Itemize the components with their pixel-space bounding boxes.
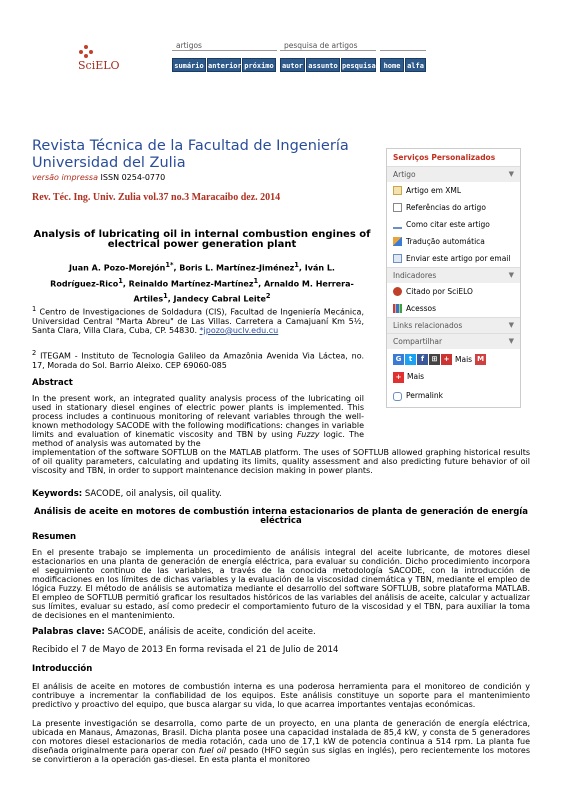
share-generic-icon[interactable]: ⊞ — [429, 354, 440, 365]
author-email-link[interactable]: *jpozo@uclv.edu.cu — [199, 325, 279, 335]
scielo-icon — [393, 287, 402, 296]
article-title: Analysis of lubricating oil in internal combustion engines of electrical power generation plant — [33, 229, 371, 250]
nav-divider — [280, 50, 376, 51]
google-share-icon[interactable]: G — [393, 354, 404, 365]
nav-label-pesquisa: pesquisa de artigos — [284, 41, 358, 50]
spanish-title: Análisis de aceite en motores de combustión interna estacionarios de planta de generación de energía eléctrica — [34, 507, 528, 526]
link-icon — [393, 392, 402, 401]
abstract-text-part2: implementation of the software SOFTLUB on the MATLAB platform. The uses of SOFTLUB allowed graphing historical results of oil quality parameters, calculating and updating its limits, quality assessment and also predicting future behavior of oil viscosity and TBN, in order to support maintenance decision making in power plants. — [32, 448, 530, 475]
sidebar-section-artigo[interactable]: Artigo ▼ — [387, 166, 520, 182]
nav-button-proximo[interactable]: próximo — [242, 58, 276, 72]
nav-button-alfa[interactable]: alfa — [405, 58, 426, 72]
affiliation-1: $^1$ Centro de Investigaciones de Soldadura (CIS), Facultad de Ingeniería Mecánica, Universidad Central "Marta Abreu" de Las Villas. Carretera a Camajuaní Km 5½, Santa Clara, Villa Clara, Cuba, CP. 54830. *jpozo@uclv.edu.cu — [32, 305, 365, 335]
quote-icon — [393, 220, 402, 229]
xml-icon — [393, 186, 402, 195]
keywords: Keywords: SACODE, oil analysis, oil quality. — [32, 489, 222, 499]
sidebar-item-references[interactable]: Referências do artigo — [387, 199, 520, 216]
sidebar-item-email[interactable]: Enviar este artigo por email — [387, 250, 520, 267]
envelope-icon — [393, 254, 402, 263]
sidebar-item-xml[interactable]: Artigo em XML — [387, 182, 520, 199]
introduccion-heading: Introducción — [32, 664, 93, 674]
nav-button-autor[interactable]: autor — [280, 58, 305, 72]
nav-button-assunto[interactable]: assunto — [306, 58, 340, 72]
nav-divider — [172, 50, 277, 51]
sidebar-section-indicadores[interactable]: Indicadores ▼ — [387, 267, 520, 283]
abstract-text-part1: In the present work, an integrated quality analysis process of the lubricating oil used in stationary diesel engines of electric power plants is implemented. This process includes a continuous monitoring of relevant variables through the well-known methodology SACODE with the following modifications: changes in variable limits and evaluation of kinematic viscosity and TBN by using Fuzzy logic. The method of analysis was automated by the — [32, 394, 364, 448]
sidebar-item-citado[interactable]: Citado por SciELO — [387, 283, 520, 300]
share-more-row[interactable]: + Mais — [387, 369, 520, 385]
sidebar-title: Serviços Personalizados — [393, 153, 496, 162]
palabras-clave: Palabras clave: SACODE, análisis de aceite, condición del aceite. — [32, 627, 316, 637]
facebook-share-icon[interactable]: f — [417, 354, 428, 365]
nav-button-home[interactable]: home — [380, 58, 404, 72]
abstract-heading: Abstract — [32, 378, 73, 388]
sidebar-item-cite[interactable]: Como citar este artigo — [387, 216, 520, 233]
sidebar-section-compartilhar[interactable]: Compartilhar ▼ — [387, 333, 520, 349]
affiliation-2: $^2$ ITEGAM - Instituto de Tecnologia Galileo da Amazônia Avenida Via Láctea, no. 17, Morada do Sol. Barrio Aleixo. CEP 69060-085 — [32, 349, 364, 370]
share-more-label[interactable]: Mais — [455, 354, 473, 364]
collapse-triangle-icon: ▼ — [508, 321, 514, 329]
journal-title[interactable]: Revista Técnica de la Facultad de Ingeniería Universidad del Zulia — [32, 138, 349, 171]
article-authors: Juan A. Pozo-Morejón$^{1*}$, Boris L. Martínez-Jiménez$^1$, Iván L. Rodríguez-Rico$^1$, Reinaldo Martínez-Martínez$^1$, Arnaldo M. Herrera- Artiles$^1$, Jandecy Cabral Leite$^2$ — [50, 261, 354, 304]
nav-button-anterior[interactable]: anterior — [207, 58, 241, 72]
plus-share-icon[interactable]: + — [441, 354, 452, 365]
intro-paragraph-2: La presente investigación se desarrolla, como parte de un proyecto, en una planta de generación de energía eléctrica, ubicada en Manaus, Amazonas, Brasil. Dicha planta posee una capacidad instalada de 85,4 kW, y consta de 5 generadores con motores diesel estacionarios de media rotación, cada uno de 17,1 kW de potencia continua a 514 rpm. La planta fue diseñada originalmente para operar con fuel oil pesado (HFO según sus siglas en inglés), pero recientemente los motores se convirtieron a la operación gas-diesel. En esta planta el monitoreo — [32, 719, 530, 764]
document-icon — [393, 203, 402, 212]
journal-version: versão impressa — [32, 173, 98, 182]
sidebar-section-links[interactable]: Links relacionados ▼ — [387, 317, 520, 333]
journal-citation: Rev. Téc. Ing. Univ. Zulia vol.37 no.3 Maracaibo dez. 2014 — [32, 192, 281, 203]
nav-divider — [380, 50, 426, 51]
nav-button-pesquisa[interactable]: pesquisa — [341, 58, 376, 72]
collapse-triangle-icon: ▼ — [508, 271, 514, 279]
resumen-heading: Resumen — [32, 532, 77, 542]
resumen-text: En el presente trabajo se implementa un procedimiento de análisis integral del aceite lubricante, de motores diesel estacionarios en una planta de generación de energía eléctrica, para evaluar su condición. Dicho procedimiento incorpora el seguimiento continuo de las variables, a través de la conocida metodología SACODE, con la introducción de modificaciones en los límites de dichas variables y la evaluación de la viscosidad cinemática y TBN, mediante el empleo de lógica Fuzzy. El método de análisis se automatiza mediante el desarrollo del software SOFTLUB, sobre plataforma MATLAB. El empleo de SOFTLUB permitió graficar los resultados históricos de las variables del análisis de aceite, calcular y actualizar sus límites, evaluar su estado, así como predecir el comportamiento futuro de la viscosidad y el TBN, para auxiliar la toma de decisiones en el mantenimiento. — [32, 548, 530, 620]
addthis-plus-icon: + — [393, 372, 404, 383]
collapse-triangle-icon: ▼ — [508, 337, 514, 345]
intro-paragraph-1: El análisis de aceite en motores de combustión interna es una poderosa herramienta para el monitoreo de condición y contribuye a incrementar la confiabilidad de los equipos. Este análisis constituye un soporte para el mantenimiento predictivo y proactivo del equipo, que busca alargar su vida, lo que acarrea importantes ventajas económicas. — [32, 682, 530, 709]
sidebar-services — [386, 148, 521, 408]
twitter-share-icon[interactable]: t — [405, 354, 416, 365]
share-icons-row — [387, 349, 520, 369]
journal-issn-number: ISSN 0254-0770 — [100, 173, 166, 182]
nav-label-artigos: artigos — [176, 41, 202, 50]
bar-chart-icon — [393, 304, 402, 313]
nav-button-sumario[interactable]: sumário — [172, 58, 206, 72]
translate-icon — [393, 237, 402, 246]
sidebar-item-permalink[interactable]: Permalink — [387, 385, 520, 407]
scielo-logo-icon — [79, 44, 97, 58]
sidebar-item-translate[interactable]: Tradução automática — [387, 233, 520, 250]
received-dates: Recibido el 7 de Mayo de 2013 En forma revisada el 21 de Julio de 2014 — [32, 645, 339, 655]
journal-issn — [32, 173, 165, 182]
sidebar-item-acessos[interactable]: Acessos — [387, 300, 520, 317]
scielo-logo-text[interactable]: SciELO — [78, 59, 120, 72]
mendeley-icon[interactable]: M — [475, 354, 486, 365]
collapse-triangle-icon: ▼ — [508, 170, 514, 178]
